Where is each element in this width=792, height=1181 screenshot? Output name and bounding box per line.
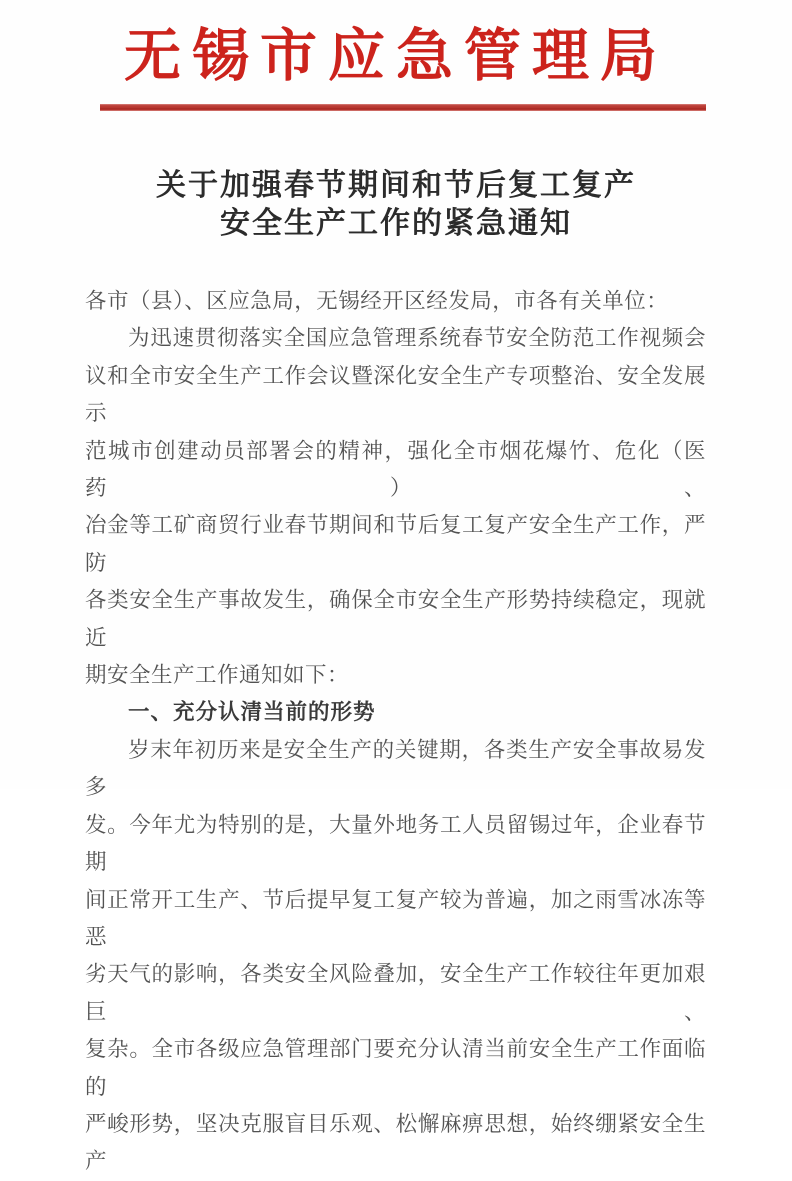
paragraph2-line: 发。今年尤为特别的是，大量外地务工人员留锡过年，企业春节期 [85,812,706,875]
paragraph1-line: 范城市创建动员部署会的精神，强化全市烟花爆竹、危化（医药）、 [85,438,706,501]
document-title [0,167,792,243]
paragraph2-line: 劣天气的影响，各类安全风险叠加，安全生产工作较往年更加艰巨、 [85,962,706,1024]
salutation-line: 各市（县）、区应急局，无锡经开区经发局，市各有关单位： [85,289,669,313]
paragraph2-line: 复杂。全市各级应急管理部门要充分认清当前安全生产工作面临的 [85,1037,706,1099]
document-title-line-2: 安全生产工作的紧急通知 [220,207,572,240]
paragraph1-line: 期安全生产工作通知如下： [85,663,350,688]
document-title-line-1: 关于加强春节期间和节后复工复产 [156,169,636,202]
section-1-heading: 一、充分认清当前的形势 [128,700,376,725]
paragraph2-line: 岁末年初历来是安全生产的关键期，各类生产安全事故易发多 [85,737,706,800]
document-body [85,283,706,1181]
paragraph1-line: 议和全市安全生产工作会议暨深化安全生产专项整治、安全发展示 [85,363,706,426]
paragraph1-line: 为迅速贯彻落实全国应急管理系统春节安全防范工作视频会 [128,326,706,351]
paragraph1-line: 各类安全生产事故发生，确保全市安全生产形势持续稳定，现就近 [85,588,706,650]
agency-header: 无锡市应急管理局 [124,25,668,88]
red-header-rule [100,104,706,111]
paragraph2-line-cutoff: 严峻形势，坚决克服盲目乐观、松懈麻痹思想，始终绷紧安全生产 [85,1111,706,1174]
paragraph1-line: 冶金等工矿商贸行业春节期间和节后复工复产安全生产工作，严防 [85,513,706,575]
paragraph2-line: 间正常开工生产、节后提早复工复产较为普遍，加之雨雪冰冻等恶 [85,887,706,949]
